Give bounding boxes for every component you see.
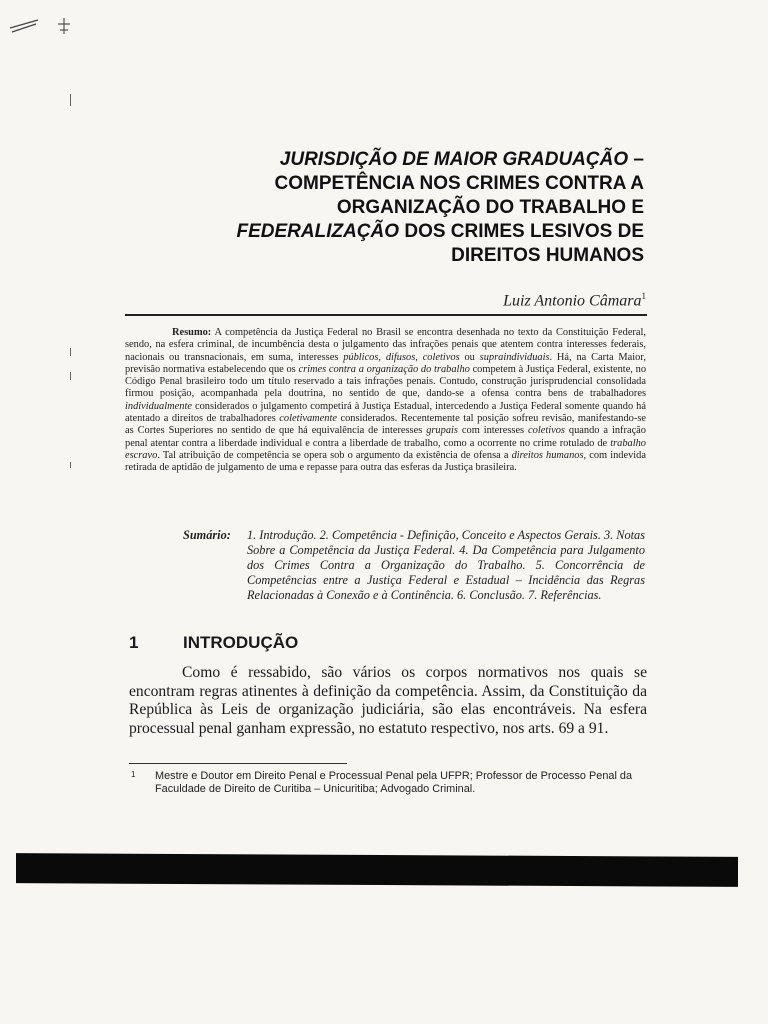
abstract-text: considerados. Recentemente tal posição sofreu revisão, manifestando-se as Cortes Superiores no sentido de que há equivalência de interesses xyxy=(125,413,646,437)
abstract-emphasis: coletivos xyxy=(528,425,565,437)
abstract-text: competem à Justiça Federal, existente, no Código Penal brasileiro todo um título reservado a tais infrações penais. Contudo, construção jurisprudencial consolidada firmou posição, acompanhada pela doutrina, no sentido de que, dando-se a ofensa contra bens de trabalhadores xyxy=(125,363,647,400)
title-line-1-italic: JURISDIÇÃO DE MAIOR GRADUAÇÃO xyxy=(279,149,629,170)
title-line-4 xyxy=(120,220,644,244)
article-title xyxy=(120,148,644,268)
abstract-text: . Tal atribuição de competência se opera sob o argumento da existência de ofensa a xyxy=(157,449,512,461)
section-title: INTRODUÇÃO xyxy=(183,633,299,652)
body-paragraph xyxy=(129,664,647,738)
abstract-text: A competência da Justiça Federal no Brasil se encontra desenhada no texto da Constituição Federal, sendo, na esfera criminal, de incumbência desta o julgamento das infrações penais que atentem contra interesses federais, nacionais ou transnacionais, em suma, interesses xyxy=(125,327,646,363)
author-footnote-ref: 1 xyxy=(641,291,646,301)
title-line-2: COMPETÊNCIA NOS CRIMES CONTRA A xyxy=(274,173,644,194)
author-name-text: Luiz Antonio Câmara xyxy=(503,292,642,310)
scan-dark-band xyxy=(16,853,738,887)
abstract-text: , com indevida retirada de aptidão de julgamento de uma e repasse para outra das esferas da Justiça brasileira. xyxy=(125,449,646,474)
section-heading xyxy=(129,633,298,653)
title-rule xyxy=(125,314,647,316)
abstract-emphasis: individualmente xyxy=(125,400,192,412)
abstract-text: quando a infração penal atentar contra a liberdade individual e contra a liberdade de trabalho, como a ocorrente no crime rotulado de xyxy=(125,425,646,449)
footnote-rule xyxy=(129,763,347,764)
summary-label: Sumário: xyxy=(183,528,231,542)
abstract-text: considerados o julgamento competirá à Justiça Estadual, intercedendo a Justiça Federal somente quando há atentado a direitos de trabalhadores xyxy=(125,400,646,425)
abstract-text: com interesses xyxy=(457,425,529,437)
footnote-text: Mestre e Doutor em Direito Penal e Processual Penal pela UFPR; Professor de Processo Penal da Faculdade de Direito de Curitiba – Unicuritiba; Advogado Criminal. xyxy=(155,770,632,796)
title-line-1-dash: – xyxy=(628,149,644,170)
footnote-number: 1 xyxy=(131,770,136,779)
title-line-5: DIREITOS HUMANOS xyxy=(451,245,644,266)
footnote xyxy=(131,770,651,796)
abstract-emphasis: supraindividuais xyxy=(479,351,550,363)
abstract-emphasis: trabalho escravo xyxy=(125,437,646,461)
abstract-text: ou xyxy=(459,351,480,363)
abstract xyxy=(125,327,646,475)
author-name xyxy=(503,291,646,310)
abstract-emphasis: crimes contra a organização do trabalho xyxy=(298,363,470,375)
abstract-emphasis: coletivamente xyxy=(279,413,337,425)
scan-artifact-mark xyxy=(8,14,78,36)
title-line-4-rest: DOS CRIMES LESIVOS DE xyxy=(399,221,644,242)
abstract-label: Resumo: xyxy=(172,327,212,338)
abstract-emphasis: direitos humanos xyxy=(511,449,584,461)
title-line-1 xyxy=(120,148,644,172)
abstract-emphasis: grupais xyxy=(426,425,458,437)
abstract-text: . Há, na Carta Maior, previsão normativa estabelecendo que os xyxy=(125,351,646,375)
title-line-4-italic: FEDERALIZAÇÃO xyxy=(236,221,400,242)
title-line-3: ORGANIZAÇÃO DO TRABALHO E xyxy=(336,197,644,218)
body-paragraph-text: Como é ressabido, são vários os corpos normativos nos quais se encontram regras atinentes à definição da competência. Assim, da Constituição da República às Leis de organização judiciária, são elas encontráveis. Na esfera processual penal ganham expressão, no estatuto respectivo, nos arts. 69 a 91. xyxy=(129,664,647,737)
summary-items: 1. Introdução. 2. Competência - Definição, Conceito e Aspectos Gerais. 3. Notas Sobre a Competência da Justiça Federal. 4. Da Competência para Julgamento dos Crimes Contra a Organização do Trabalho. 5. Concorrência de Competências entre a Justiça Federal e Estadual – Incidência das Regras Relacionadas à Conexão e à Continência. 6. Conclusão. 7. Referências. xyxy=(247,528,645,603)
abstract-emphasis: públicos, difusos, coletivos xyxy=(343,351,460,363)
section-number: 1 xyxy=(129,633,139,652)
